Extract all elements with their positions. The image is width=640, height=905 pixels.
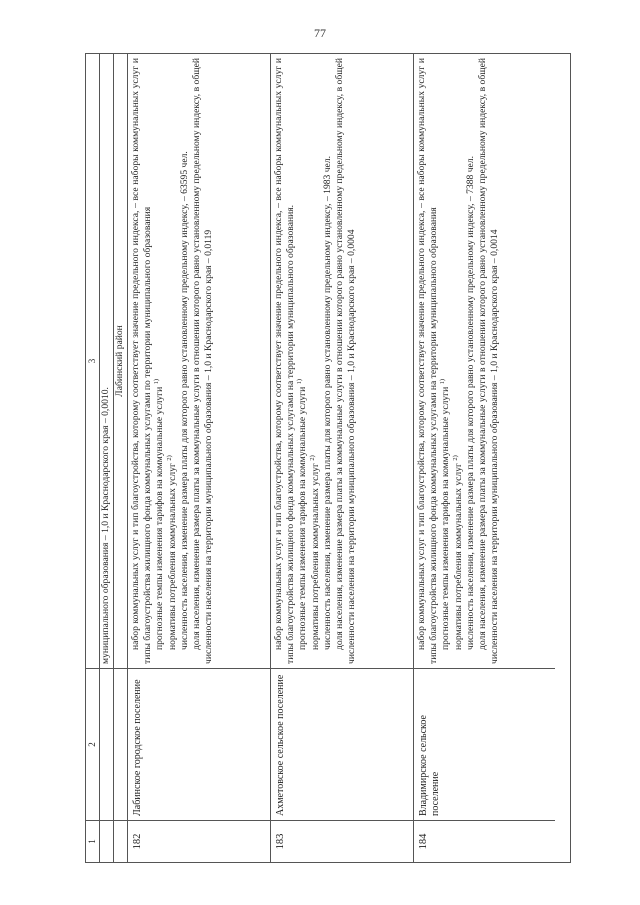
footnote-marker: 1) [439, 378, 447, 385]
description-paragraph: нормативы потребления коммунальных услуг $^{2)}$ [166, 455, 179, 650]
description-paragraph: нормативы потребления коммунальных услуг $^{2)}$ [452, 455, 465, 650]
description-paragraph: прогнозные темпы изменения тарифов на коммунальные услуги $^{1)}$ [296, 378, 309, 650]
row-description [128, 54, 270, 668]
empty-cell [100, 668, 113, 820]
description-paragraph: численность населения, изменение размера платы для которого равно установленному предельному индексу, – 1983 чел. [322, 156, 334, 650]
settlement-name: Владимирское сельское поселение [414, 668, 555, 820]
description-paragraph: прогнозные темпы изменения тарифов на коммунальные услуги $^{1)}$ [439, 378, 452, 650]
description-paragraph: доля населения, изменение размера платы за коммунальные услуги в отношении которого равно установленному предельному индексу, в общей численности населения на территории муниципального образования – 1,0 и Краснодарского края – 0,0119 [190, 58, 214, 664]
footnote-marker: 1) [153, 378, 161, 385]
empty-cell [100, 820, 113, 862]
table-row [414, 54, 555, 862]
description-paragraph: нормативы потребления коммунальных услуг $^{2)}$ [309, 455, 322, 650]
footnote-marker: 2) [452, 455, 460, 461]
row-number: 184 [414, 820, 555, 862]
footnote-marker: 1) [296, 378, 304, 385]
footnote-marker: 2) [166, 455, 174, 461]
description-paragraph: набор коммунальных услуг и тип благоустройства, которому соответствует значение предельного индекса, – все наборы коммунальных услуг и типы благоустройства жилищного фонда коммунальных услугами на территории муниципального образования. [273, 58, 296, 664]
page-number: 77 [314, 26, 326, 40]
row-description [271, 54, 413, 668]
district-row [114, 54, 128, 862]
description-paragraph: прогнозные темпы изменения тарифов на коммунальные услуги $^{1)}$ [153, 378, 166, 650]
settlement-name: Ахметовское сельское поселение [271, 668, 413, 820]
description-paragraph: численность населения, изменение размера платы для которого равно установленному предельному индексу, – 7388 чел. [465, 156, 477, 650]
continuation-row [100, 54, 114, 862]
row-description [414, 54, 555, 668]
description-paragraph: доля населения, изменение размера платы за коммунальные услуги в отношении которого равно установленному предельному индексу, в общей численности населения на территории муниципального образования – 1,0 и Краснодарского края – 0,0004 [333, 58, 357, 664]
description-paragraph: набор коммунальных услуг и тип благоустройства, которому соответствует значение предельного индекса, – все наборы коммунальных услуг и типы благоустройства жилищного фонда коммунальных услугами по территории муниципального образования [130, 58, 153, 664]
description-paragraph: набор коммунальных услуг и тип благоустройства, которому соответствует значение предельного индекса, – все наборы коммунальных услуг и типы благоустройства жилищного фонда коммунальных услугами на территории муниципального образования [416, 58, 439, 664]
footnote-marker: 2) [309, 455, 317, 461]
header-row [86, 54, 100, 862]
table-row [271, 54, 414, 862]
rotated-table [85, 53, 571, 863]
empty-cell [114, 820, 127, 862]
district-heading: Лабинский район [114, 325, 125, 397]
header-col-1: 1 [86, 820, 99, 862]
row-number: 182 [128, 820, 270, 862]
table-row [128, 54, 271, 862]
description-paragraph: численность населения, изменение размера платы для которого равно установленному предельному индексу, – 63595 чел. [179, 151, 191, 650]
continuation-text: муниципального образования – 1,0 и Краснодарского края – 0,0010. [100, 387, 111, 664]
header-col-2: 2 [86, 668, 99, 820]
header-col-3: 3 [87, 358, 97, 364]
description-paragraph: доля населения, изменение размера платы за коммунальные услуги в отношении которого равно установленному предельному индексу, в общей численности населения на территории муниципального образования – 1,0 и Краснодарского края – 0,0014 [476, 58, 500, 664]
empty-cell [114, 668, 127, 820]
row-number: 183 [271, 820, 413, 862]
settlement-name: Лабинское городское поселение [128, 668, 270, 820]
